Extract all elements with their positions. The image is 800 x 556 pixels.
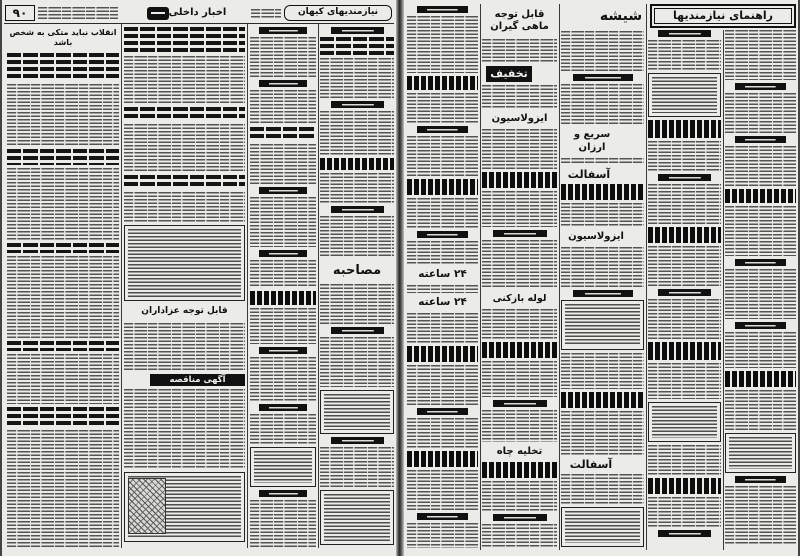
label-bar: [735, 322, 786, 329]
text-block: [561, 474, 644, 504]
phone-number-block: [407, 76, 478, 90]
ad-box: [320, 390, 394, 434]
phone-number-block: [648, 342, 721, 360]
headline-block: [124, 175, 245, 189]
label-bar: [735, 476, 786, 483]
text-block: [7, 354, 119, 404]
text-block: [320, 337, 394, 387]
heading-insulation: ایزولاسیون: [482, 112, 557, 126]
text-block: [725, 390, 796, 430]
text-block: [407, 136, 478, 176]
phone-number-block: [648, 120, 721, 138]
page-number: ۹۰: [5, 5, 35, 21]
text-block: [124, 56, 245, 104]
headline-block: [320, 37, 394, 55]
text-block: [407, 285, 478, 293]
headline-block: [124, 107, 245, 121]
text-block: [407, 365, 478, 405]
column-rule: [559, 4, 560, 550]
text-block: [725, 206, 796, 256]
classifieds-header: نیازمندیهای کیهان: [284, 5, 392, 21]
text-block: [407, 16, 478, 73]
text-block: [482, 361, 557, 397]
label-bar: [735, 83, 786, 90]
text-block: [320, 173, 394, 203]
text-block: [648, 40, 721, 70]
heading-asphalt: آسفالت: [561, 458, 621, 471]
phone-number-block: [725, 371, 796, 387]
heading-glass: شیشه: [598, 6, 644, 28]
text-block: [250, 37, 316, 77]
headline-block: [7, 341, 119, 351]
headline-revolution: انقلاب نباید متکی به شخص باشد: [7, 26, 119, 50]
text-block: [648, 184, 721, 224]
text-block: [725, 269, 796, 319]
dateline: [38, 7, 118, 20]
label-bar: [259, 80, 307, 87]
text-block: [725, 93, 796, 133]
text-block: [648, 445, 721, 475]
text-block: [561, 84, 644, 125]
text-block: [648, 246, 721, 286]
text-block: [725, 146, 796, 186]
label-bar: [259, 27, 307, 34]
notice-fishermen: قابل توجه ماهی گیران: [482, 6, 557, 36]
text-block: [482, 410, 557, 442]
column-rule: [646, 4, 647, 550]
label-bar: [493, 230, 547, 237]
text-block: [320, 447, 394, 487]
text-block: [124, 389, 245, 469]
ad-box: [250, 447, 316, 487]
text-block: [320, 284, 394, 324]
label-bar: [658, 289, 711, 296]
label-bar: [331, 206, 384, 213]
heading-pipe-unclogging: لوله بازکنی: [482, 292, 557, 306]
text-block: [407, 198, 478, 228]
label-bar: [259, 347, 307, 354]
text-block: [320, 111, 394, 155]
label-bar: [331, 101, 384, 108]
text-block: [725, 30, 796, 80]
label-bar: [573, 290, 633, 297]
ad-box: [648, 402, 721, 442]
text-block: [648, 363, 721, 399]
text-block: [7, 168, 119, 240]
text-block: [482, 481, 557, 511]
text-block: [725, 332, 796, 368]
phone-number-block: [407, 451, 478, 467]
text-block: [7, 84, 119, 146]
label-bar: [735, 136, 786, 143]
text-block: [124, 124, 245, 172]
text-block: [250, 500, 316, 548]
ad-box: [648, 73, 721, 117]
label-bar: [735, 259, 786, 266]
text-block: [407, 313, 478, 343]
label-bar: [259, 404, 307, 411]
headline-block: [7, 53, 119, 81]
text-block: [124, 323, 245, 371]
text-block: [561, 31, 644, 71]
column-rule: [480, 4, 481, 550]
phone-number-block: [482, 462, 557, 478]
text-block: [482, 39, 557, 63]
classifieds-phone: [251, 9, 281, 18]
heading-asphalt: آسفالت: [561, 168, 617, 181]
headline-block: [7, 149, 119, 165]
newspaper-logo-icon: [147, 7, 169, 20]
phone-number-block: [482, 342, 557, 358]
text-block: [561, 353, 644, 389]
text-block: [250, 197, 316, 247]
text-block: [648, 497, 721, 527]
label-bar: [417, 6, 468, 13]
ad-box: [561, 300, 644, 350]
phone-number-block: [407, 179, 478, 195]
phone-number-block: [561, 392, 644, 408]
label-bar: [417, 231, 468, 238]
ad-box: [561, 507, 644, 547]
text-block: [482, 309, 557, 339]
text-block: [482, 240, 557, 289]
headline-block: [7, 243, 119, 253]
text-block: [250, 357, 316, 401]
text-block: [482, 129, 557, 169]
label-bar: [331, 437, 384, 444]
text-block: [124, 192, 245, 222]
label-bar: [417, 513, 468, 520]
discount-badge: تخفیف: [486, 66, 532, 82]
text-block: [250, 144, 316, 184]
column-rule: [121, 24, 122, 548]
headline-block: [124, 27, 245, 53]
label-bar: [658, 30, 711, 37]
section-header: [124, 4, 245, 22]
text-block: [7, 256, 119, 338]
ad-box: [124, 225, 245, 301]
label-bar: [417, 408, 468, 415]
heading-well-emptying: تخلیه چاه: [482, 445, 557, 459]
header-rule: [4, 23, 394, 24]
phone-number-block: [320, 158, 394, 170]
heading-round-the-clock: ۲۴ ساعته: [407, 296, 478, 310]
label-bar: [493, 400, 547, 407]
text-block: [407, 470, 478, 510]
headline-block: [250, 127, 316, 141]
notice-mourners: قابل توجه عزاداران: [124, 304, 245, 320]
page-fold: [396, 0, 404, 556]
heading-insulation: ایزولاسیون: [561, 230, 631, 244]
text-block: [320, 216, 394, 258]
guide-banner: راهنمای نیازمندیها: [650, 4, 796, 28]
text-block: [725, 486, 796, 544]
phone-number-block: [648, 227, 721, 243]
heading-round-the-clock: ۲۴ ساعته: [407, 268, 478, 282]
label-bar: [331, 327, 384, 334]
text-block: [482, 524, 557, 548]
text-block: [561, 411, 644, 455]
phone-number-block: [250, 291, 316, 305]
phone-number-block: [648, 478, 721, 494]
phone-number-block: [561, 184, 644, 200]
text-block: [320, 58, 394, 98]
text-block: [407, 241, 478, 265]
label-bar: [658, 174, 711, 181]
text-block: [407, 93, 478, 123]
tender-notice: آگهی مناقصه: [150, 374, 245, 386]
text-block: [250, 414, 316, 444]
headline-block: [7, 407, 119, 427]
heading-interview: مصاحبه: [320, 261, 394, 281]
phone-number-block: [725, 189, 796, 203]
label-bar: [417, 126, 468, 133]
column-rule: [723, 30, 724, 550]
text-block: [250, 308, 316, 344]
column-rule: [318, 24, 319, 548]
section-header-label: اخبار داخلی: [168, 6, 227, 18]
label-bar: [493, 514, 547, 521]
label-bar: [331, 27, 384, 34]
text-block: [648, 141, 721, 171]
text-block: [561, 203, 644, 227]
label-bar: [573, 74, 633, 81]
text-block: [250, 260, 316, 288]
label-bar: [259, 250, 307, 257]
label-bar: [259, 490, 307, 497]
ad-illustration: [128, 478, 166, 534]
label-bar: [658, 530, 711, 537]
text-block: [648, 299, 721, 339]
phone-number-block: [407, 346, 478, 362]
column-rule: [247, 24, 248, 548]
text-block: [482, 85, 557, 109]
ad-box: [725, 433, 796, 473]
phone-number-block: [482, 172, 557, 188]
text-block: [7, 430, 119, 548]
label-bar: [259, 187, 307, 194]
text-block: [250, 90, 316, 124]
text-block: [482, 191, 557, 227]
heading-fast-cheap: سریع و ارزان: [561, 128, 623, 155]
text-block: [561, 247, 644, 287]
text-block: [407, 418, 478, 448]
ad-box: [320, 490, 394, 545]
text-block: [561, 158, 644, 165]
text-block: [407, 523, 478, 548]
